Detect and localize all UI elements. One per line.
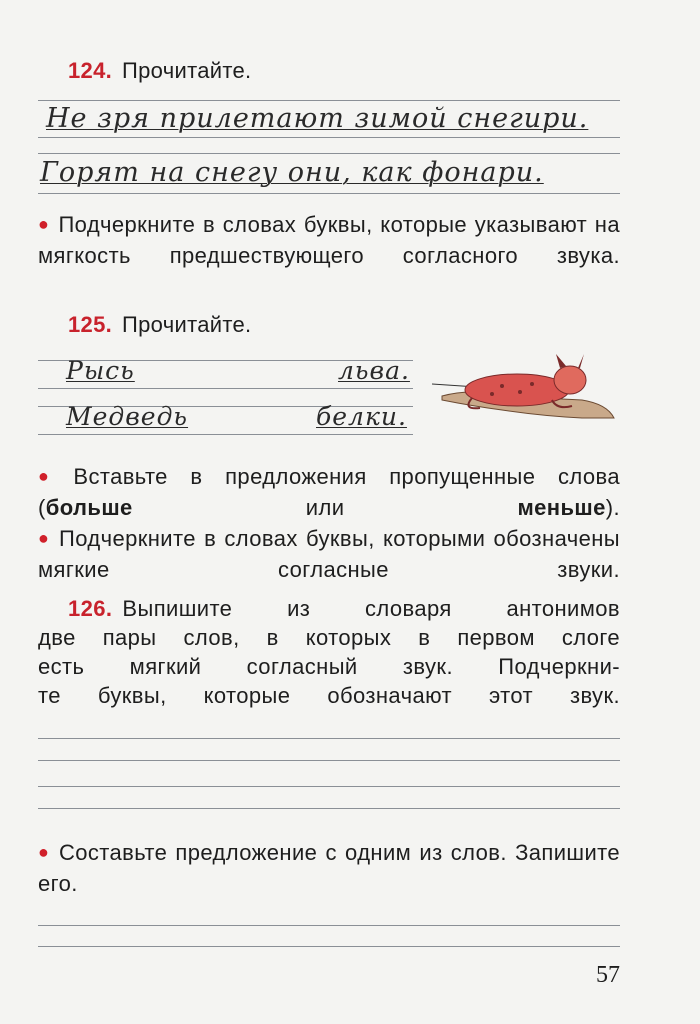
exercise-126-line-4: те буквы, которые обозначают этот звук. bbox=[38, 683, 620, 708]
handwritten-line-2: Горят на снегу они, как фонари. bbox=[40, 157, 544, 188]
handwritten-word-medved: Медведь bbox=[66, 402, 189, 431]
answer-line[interactable] bbox=[38, 808, 620, 809]
task-text: Вставьте в предложения пропущенные слова ( bbox=[38, 464, 620, 520]
exercise-126-task-text: Составьте предложение с одним из слов. Запишите его. bbox=[38, 840, 620, 896]
handwritten-word-lva: льва. bbox=[338, 356, 410, 385]
exercise-124-heading bbox=[68, 58, 251, 84]
answer-line[interactable] bbox=[38, 946, 620, 947]
exercise-124-number: 124. bbox=[68, 58, 113, 83]
handwriting-lines-124 bbox=[38, 95, 620, 205]
handwriting-lines-125 bbox=[38, 350, 413, 442]
page-number: 57 bbox=[596, 962, 620, 988]
exercise-126-line-2: две пары слов, в которых в первом слоге bbox=[38, 625, 620, 650]
exercise-125-heading bbox=[68, 312, 251, 338]
handwritten-word-belki: белки. bbox=[316, 402, 407, 431]
word-bolshe: больше bbox=[45, 495, 133, 520]
exercise-126-text bbox=[38, 594, 620, 710]
guide-line bbox=[38, 388, 413, 389]
exercise-124-task-text: Подчеркните в словах буквы, которые указывают на мягкость предшествующего согласного звука. bbox=[38, 212, 620, 268]
answer-line[interactable] bbox=[38, 738, 620, 739]
exercise-124-task bbox=[38, 210, 620, 270]
answer-line[interactable] bbox=[38, 925, 620, 926]
handwritten-line-1: Не зря прилетают зимой снегири. bbox=[46, 103, 589, 134]
guide-line bbox=[38, 137, 620, 138]
word-menshe: меньше bbox=[517, 495, 606, 520]
bullet-icon: ● bbox=[38, 214, 51, 234]
guide-line bbox=[38, 153, 620, 154]
exercise-125-task-2 bbox=[38, 524, 620, 584]
answer-line[interactable] bbox=[38, 786, 620, 787]
exercise-124-instruction: Прочитайте. bbox=[122, 58, 252, 83]
exercise-126-number: 126. bbox=[68, 596, 113, 621]
exercise-125-instruction: Прочитайте. bbox=[122, 312, 252, 337]
bullet-icon: ● bbox=[38, 842, 51, 862]
guide-line bbox=[38, 434, 413, 435]
task-text: или bbox=[132, 495, 518, 520]
task-text: ). bbox=[605, 495, 620, 520]
guide-line bbox=[38, 100, 620, 101]
answer-line[interactable] bbox=[38, 760, 620, 761]
exercise-126-task bbox=[38, 838, 620, 898]
exercise-126-text-1: Выпишите из словаря антонимов bbox=[122, 596, 620, 621]
exercise-126-line-3: есть мягкий согласный звук. Подчеркни- bbox=[38, 654, 620, 679]
handwritten-word-rys: Рысь bbox=[66, 356, 135, 385]
exercise-125-task-2-text: Подчеркните в словах буквы, которыми обозначены мягкие согласные звуки. bbox=[38, 526, 620, 582]
exercise-126-line-1 bbox=[38, 594, 620, 623]
bullet-icon: ● bbox=[38, 528, 51, 548]
exercise-125-number: 125. bbox=[68, 312, 113, 337]
bullet-icon: ● bbox=[38, 466, 66, 486]
lynx-illustration bbox=[432, 348, 617, 433]
guide-line bbox=[38, 193, 620, 194]
exercise-125-task-1 bbox=[38, 462, 620, 522]
